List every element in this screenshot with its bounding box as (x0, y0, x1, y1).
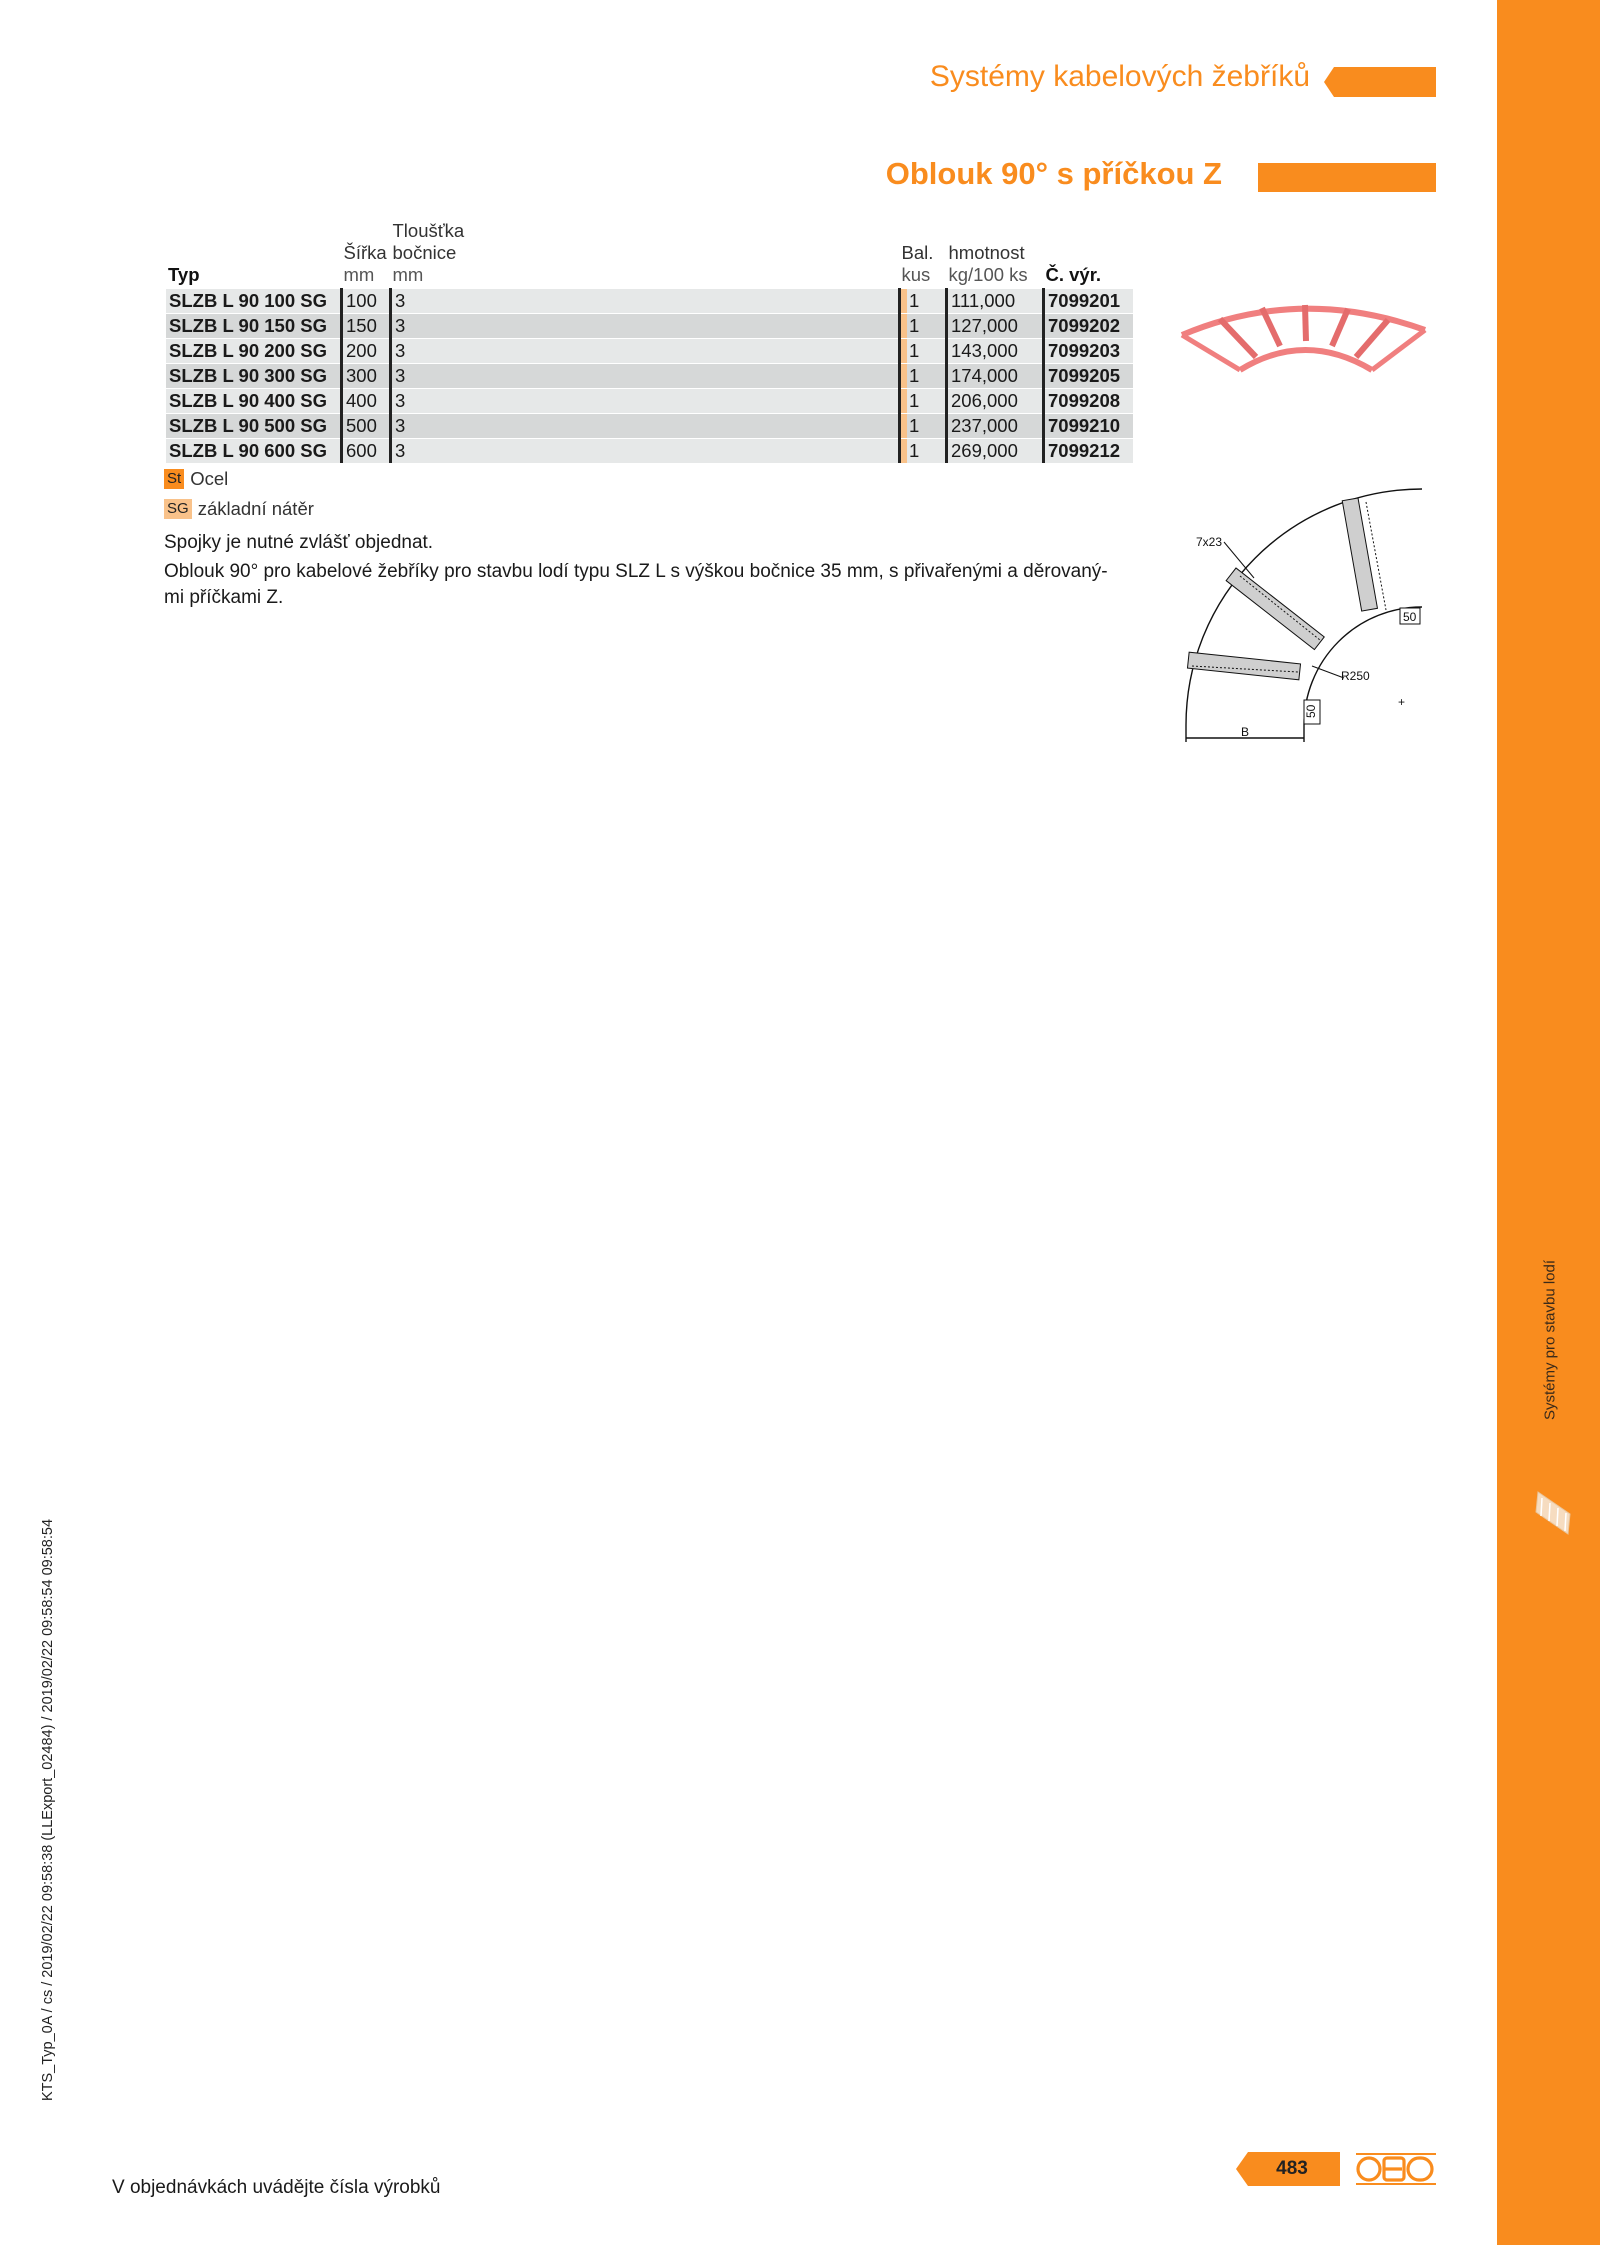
col-header-weight: hmotnost kg/100 ks (948, 242, 1028, 285)
cell-width: 300 (342, 364, 391, 389)
col-header-article: Č. výr. (1045, 264, 1102, 285)
legend-finish (164, 498, 314, 520)
cell-width: 200 (342, 339, 391, 364)
cell-weight: 143,000 (947, 339, 1044, 364)
cell-article: 7099202 (1044, 314, 1134, 339)
cell-width: 100 (342, 289, 391, 314)
cell-article: 7099205 (1044, 364, 1134, 389)
product-table (166, 220, 1133, 463)
cell-article: 7099208 (1044, 389, 1134, 414)
cell-weight: 237,000 (947, 414, 1044, 439)
page-number: 483 (1276, 2158, 1308, 2179)
cell-weight: 174,000 (947, 364, 1044, 389)
print-metadata: KTS_Typ_0A / cs / 2019/02/22 09:58:38 (LLExport_02484) / 2019/02/22 09:58:54 09:58:54 (40, 1518, 56, 2102)
cell-article: 7099201 (1044, 289, 1134, 314)
table-header-row (166, 220, 1133, 289)
label-radius: R250 (1341, 669, 1370, 683)
table-row (166, 339, 1133, 364)
cell-article: 7099212 (1044, 439, 1134, 464)
footer-order-note: V objednávkách uvádějte čísla výrobků (112, 2177, 441, 2198)
section-title-bar (1324, 67, 1436, 97)
table-row (166, 414, 1133, 439)
col-header-type: Typ (168, 264, 200, 285)
cable-ladder-bend-image (1180, 295, 1430, 385)
legend-label: základní nátěr (197, 498, 314, 519)
section-title: Systémy kabelových žebříků (929, 60, 1310, 93)
col-header-pack: Bal. kus (901, 242, 934, 285)
cell-pack: 1 (900, 364, 947, 389)
cell-type: SLZB L 90 500 SG (166, 414, 342, 439)
svg-text:+: + (1398, 695, 1406, 709)
cell-pack: 1 (900, 389, 947, 414)
label-side-height-bottom: 50 (1304, 704, 1318, 718)
table-row (166, 314, 1133, 339)
cell-article: 7099210 (1044, 414, 1134, 439)
col-header-thickness: Tloušťka bočnice mm (392, 220, 465, 285)
finish-badge-sg: SG (164, 499, 192, 519)
cell-type: SLZB L 90 400 SG (166, 389, 342, 414)
note-description-line1: Oblouk 90° pro kabelové žebříky pro stavbu lodí typu SLZ L s výškou bočnice 35 mm, s přivařenými a děrovaný- (164, 561, 1108, 582)
table-row (166, 289, 1133, 314)
cell-type: SLZB L 90 100 SG (166, 289, 342, 314)
cell-pack: 1 (900, 339, 947, 364)
cell-type: SLZB L 90 150 SG (166, 314, 342, 339)
col-header-width: Šířka mm (343, 242, 387, 285)
note-description-line2: mi příčkami Z. (164, 587, 284, 608)
cell-weight: 111,000 (947, 289, 1044, 314)
sidebar-section-label: Systémy pro stavbu lodí (1541, 1259, 1559, 1421)
cell-thickness: 3 (391, 339, 900, 364)
cell-pack: 1 (900, 314, 947, 339)
side-color-bar (1497, 0, 1600, 2245)
cell-thickness: 3 (391, 414, 900, 439)
cell-pack: 1 (900, 414, 947, 439)
cell-width: 600 (342, 439, 391, 464)
cell-weight: 269,000 (947, 439, 1044, 464)
obo-logo (1356, 2152, 1436, 2186)
cell-weight: 206,000 (947, 389, 1044, 414)
material-badge-st: St (164, 469, 184, 489)
cell-thickness: 3 (391, 314, 900, 339)
label-width-b: B (1241, 725, 1250, 739)
label-rung-spacing: 7x23 (1196, 535, 1223, 549)
cell-thickness: 3 (391, 439, 900, 464)
product-title-bar (1258, 163, 1436, 192)
cell-type: SLZB L 90 200 SG (166, 339, 342, 364)
cell-pack: 1 (900, 289, 947, 314)
dimension-drawing (1180, 480, 1440, 750)
cell-thickness: 3 (391, 364, 900, 389)
cell-width: 500 (342, 414, 391, 439)
legend-material (164, 468, 228, 490)
table-row (166, 439, 1133, 464)
product-title: Oblouk 90° s příčkou Z (885, 156, 1222, 191)
legend-label: Ocel (190, 468, 229, 489)
cell-type: SLZB L 90 300 SG (166, 364, 342, 389)
cell-weight: 127,000 (947, 314, 1044, 339)
cable-tray-thumbnail-icon (1534, 1488, 1574, 1538)
table-row (166, 389, 1133, 414)
cell-width: 150 (342, 314, 391, 339)
label-side-height: 50 (1403, 610, 1417, 624)
note-couplers: Spojky je nutné zvlášť objednat. (164, 532, 434, 553)
cell-thickness: 3 (391, 389, 900, 414)
cell-thickness: 3 (391, 289, 900, 314)
cell-article: 7099203 (1044, 339, 1134, 364)
table-row (166, 364, 1133, 389)
cell-type: SLZB L 90 600 SG (166, 439, 342, 464)
cell-width: 400 (342, 389, 391, 414)
cell-pack: 1 (900, 439, 947, 464)
